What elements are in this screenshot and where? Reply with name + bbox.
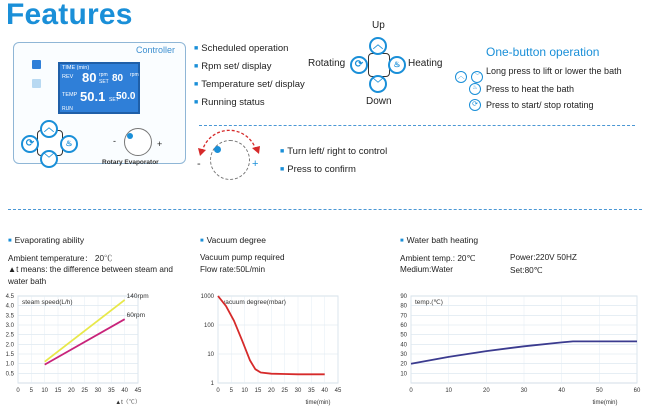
controller-down-button[interactable]: [40, 150, 58, 168]
section-line: Power:220V 50HZ: [510, 253, 577, 262]
x-tick-label: 0: [16, 388, 20, 394]
y-tick-label: 4.0: [5, 303, 14, 310]
x-tick-label: 30: [294, 388, 302, 394]
lcd-display: [58, 62, 140, 114]
y-tick-label: 2.0: [5, 342, 14, 349]
lcd-temp-set-label: SET: [109, 97, 119, 103]
water-bath-chart: [393, 290, 648, 412]
one-button-title: One-button operation: [486, 45, 600, 59]
vacuum-degree-chart: [196, 290, 356, 412]
y-tick-label: 0.5: [5, 371, 14, 378]
x-tick-label: 35: [107, 388, 115, 394]
chevron-down-icon: ﹀: [471, 71, 483, 83]
lcd-rev-set-value: 80: [112, 73, 124, 84]
lcd-rev-set-label: SET: [99, 79, 109, 85]
x-axis-label: time(min): [592, 400, 618, 406]
x-tick-label: 10: [41, 388, 49, 394]
y-tick-label: 60: [400, 323, 407, 329]
knob-minus: -: [197, 158, 201, 170]
lcd-rev-value: 80: [82, 70, 97, 85]
lcd-rev-label: REV: [62, 74, 74, 80]
section-line: Vacuum pump required: [200, 253, 285, 262]
y-tick-label: 4.5: [5, 294, 14, 300]
chevron-down-icon: ﹀: [44, 154, 54, 165]
rotating-label: Rotating: [308, 58, 346, 69]
lcd-rev-set-unit: rpm: [130, 72, 139, 78]
y-tick-label: 30: [400, 352, 407, 358]
y-tick-label: 10: [207, 352, 214, 358]
x-tick-label: 30: [94, 388, 102, 394]
section-line: ▲t means: the difference between steam and: [8, 265, 173, 274]
heater-icon: ♨: [393, 60, 401, 69]
down-button[interactable]: [369, 75, 387, 93]
feature-item: ■ Scheduled operation: [194, 43, 288, 54]
x-axis-label: ▲t（℃）: [115, 400, 141, 406]
x-tick-label: 60: [633, 388, 641, 394]
y-tick-label: 70: [400, 313, 407, 320]
x-tick-label: 15: [254, 388, 262, 394]
x-tick-label: 25: [81, 388, 89, 394]
y-tick-label: 1: [210, 381, 214, 387]
chevron-up-icon: ︿: [455, 71, 467, 83]
plot-area: [18, 296, 138, 383]
section-title-evaporating: ■ Evaporating ability: [8, 235, 84, 245]
indicator-square-active: [32, 60, 41, 69]
section-line: water bath: [8, 277, 47, 286]
series-label: 60rpm: [126, 312, 146, 320]
controller-title: Controller: [136, 45, 176, 55]
y-tick-label: 2.5: [5, 332, 14, 339]
controller-up-button[interactable]: [40, 120, 58, 138]
one-button-item: Press to heat the bath: [486, 84, 575, 94]
chevron-up-icon: ︿: [44, 123, 54, 134]
section-line: Ambient temp.: 20℃: [400, 254, 476, 263]
page-title: Features: [6, 0, 133, 31]
x-tick-label: 20: [482, 388, 490, 394]
rotating-button[interactable]: [350, 56, 368, 74]
up-label: Up: [372, 20, 385, 31]
x-tick-label: 30: [520, 388, 528, 394]
x-tick-label: 45: [334, 388, 342, 394]
heater-icon: ♨: [65, 139, 73, 148]
x-axis-label: time(min): [305, 400, 331, 406]
up-button[interactable]: [369, 37, 387, 55]
lcd-time-label: TIME (min): [62, 65, 90, 71]
y-tick-label: 1.5: [5, 352, 14, 358]
x-tick-label: 25: [281, 388, 289, 394]
section-line: Ambient temperature： 20℃: [8, 254, 113, 263]
divider: [199, 125, 635, 126]
updown-icons: [455, 65, 485, 80]
rotate-icon: ⟳: [469, 99, 481, 111]
lcd-run-label: RUN: [62, 106, 73, 112]
x-tick-label: 40: [321, 388, 329, 394]
rotate-icon: ⟳: [354, 59, 364, 70]
x-tick-label: 0: [216, 388, 220, 394]
controller-rotate-button[interactable]: [21, 135, 39, 153]
heating-button[interactable]: [388, 56, 406, 74]
one-button-item: Press to start/ stop rotating: [486, 100, 594, 110]
divider: [8, 209, 642, 210]
x-tick-label: 40: [558, 388, 566, 394]
knob-plus-label: +: [157, 139, 163, 149]
series-label: 140rpm: [126, 292, 149, 300]
chevron-up-icon: ︿: [373, 40, 383, 51]
knob-minus-label: -: [113, 136, 116, 146]
y-tick-label: 90: [400, 294, 407, 300]
y-tick-label: 40: [400, 342, 407, 349]
x-tick-label: 50: [595, 388, 603, 394]
y-tick-label: 100: [203, 323, 214, 329]
lcd-temp-value: 50.1: [80, 89, 106, 104]
rotate-icon: ⟳: [25, 138, 35, 149]
section-title-waterbath: ■ Water bath heating: [400, 235, 478, 245]
heater-icon: ♨: [469, 83, 481, 95]
x-tick-label: 10: [445, 388, 453, 394]
knob-plus: +: [252, 158, 259, 170]
indicator-square-inactive: [32, 79, 41, 88]
y-tick-label: 1.0: [5, 361, 14, 368]
x-tick-label: 45: [134, 388, 142, 394]
lcd-rev-unit: rpm: [99, 72, 108, 78]
down-label: Down: [366, 96, 392, 107]
y-tick-label: 20: [400, 361, 407, 368]
x-tick-label: 10: [241, 388, 249, 394]
feature-item: ■ Running status: [194, 97, 265, 108]
feature-item: ■ Temperature set/ display: [194, 79, 305, 90]
x-tick-label: 15: [54, 388, 62, 394]
x-tick-label: 35: [307, 388, 315, 394]
chart-title: temp.(℃): [415, 299, 443, 306]
x-tick-label: 40: [121, 388, 129, 394]
knob-dot-icon: [127, 133, 133, 139]
knob-instruction: ■ Press to confirm: [280, 164, 356, 175]
feature-item: ■ Rpm set/ display: [194, 61, 271, 72]
knob-instruction: ■ Turn left/ right to control: [280, 146, 387, 157]
controller-heat-button[interactable]: [60, 135, 78, 153]
section-line: Flow rate:50L/min: [200, 265, 266, 274]
lcd-temp-set-value: 50.0: [116, 91, 136, 102]
y-tick-label: 80: [400, 303, 407, 310]
section-title-vacuum: ■ Vacuum degree: [200, 235, 266, 245]
y-tick-label: 3.5: [5, 313, 14, 320]
chart-title: vacuum degree(mbar): [222, 299, 286, 306]
section-line: Medium:Water: [400, 265, 453, 274]
x-tick-label: 20: [67, 388, 75, 394]
knob-dot-icon: [214, 146, 221, 153]
chart-title: steam speed(L/h): [22, 299, 73, 306]
heating-label: Heating: [408, 58, 443, 69]
steam-speed-chart: [0, 290, 170, 412]
x-tick-label: 20: [267, 388, 275, 394]
rotary-evaporator-label: Rotary Evaporator: [102, 159, 159, 166]
y-tick-label: 50: [400, 332, 407, 339]
one-button-item: Long press to lift or lower the bath: [486, 66, 622, 76]
section-line: Set:80℃: [510, 266, 543, 275]
dpad-box: [368, 53, 390, 77]
x-tick-label: 5: [29, 388, 34, 394]
plot-area: [218, 296, 338, 383]
y-tick-label: 10: [400, 371, 407, 378]
y-tick-label: 3.0: [5, 323, 14, 329]
x-tick-label: 0: [409, 388, 413, 394]
y-tick-label: 1000: [200, 294, 214, 300]
x-tick-label: 5: [229, 388, 234, 394]
lcd-temp-label: TEMP: [62, 92, 78, 98]
chevron-down-icon: ﹀: [373, 79, 383, 90]
